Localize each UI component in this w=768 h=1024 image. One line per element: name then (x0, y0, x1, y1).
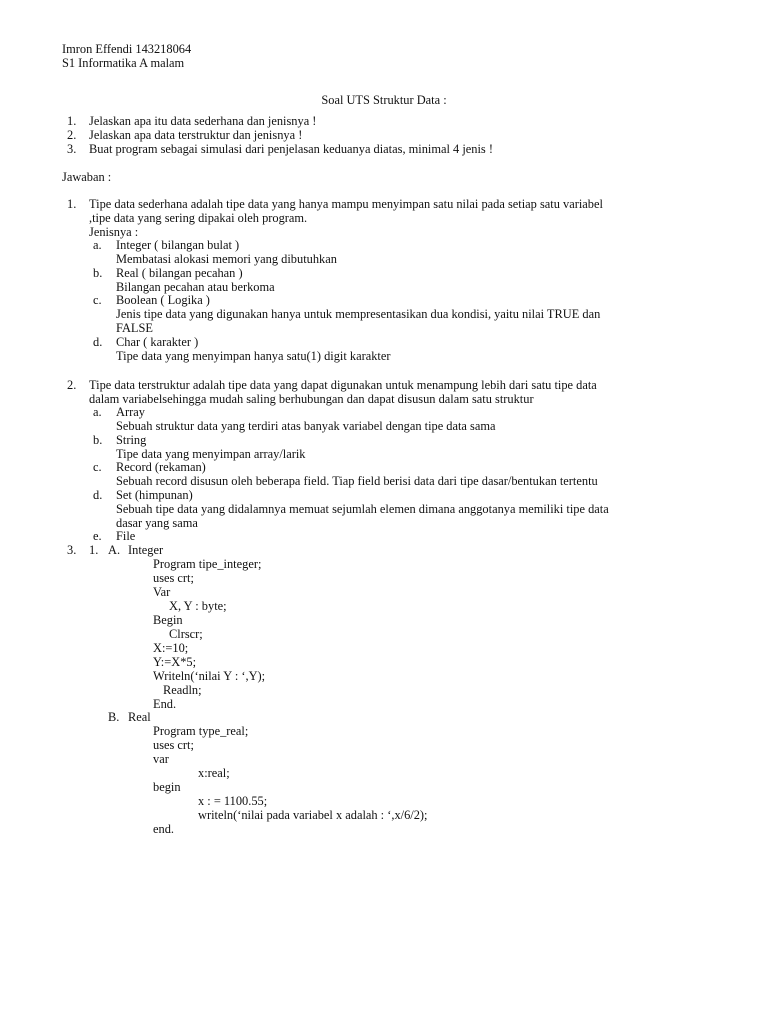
list-item-desc: Bilangan pecahan atau berkoma (116, 280, 275, 294)
code-line: Clrscr; (169, 627, 203, 641)
code-line: uses crt; (153, 571, 194, 585)
code-line: Readln; (163, 683, 202, 697)
code-line: var (153, 752, 169, 766)
list-item-name: Integer ( bilangan bulat ) (116, 238, 240, 252)
list-item-desc: Jenis tipe data yang digunakan hanya untuk mempresentasikan dua kondisi, yaitu nilai TRUE dan (116, 307, 601, 321)
answer-number: 3. (67, 543, 77, 557)
code-line: uses crt; (153, 738, 194, 752)
answer-text: Tipe data sederhana adalah tipe data yang hanya mampu menyimpan satu nilai pada setiap satu variabel (89, 197, 603, 211)
question-number: 3. (67, 142, 77, 156)
list-letter: d. (93, 335, 103, 349)
code-line: Writeln(‘nilai Y : ‘,Y); (153, 669, 266, 683)
question-text: Jelaskan apa itu data sederhana dan jenisnya ! (89, 114, 317, 128)
list-item-desc: Tipe data yang menyimpan array/larik (116, 447, 306, 461)
list-item-name: Array (116, 405, 145, 419)
section-label: A. (108, 543, 121, 557)
list-item-name: File (116, 529, 136, 543)
list-letter: e. (93, 529, 102, 543)
answer-number: 2. (67, 378, 77, 392)
list-letter: d. (93, 488, 103, 502)
question-text: Buat program sebagai simulasi dari penjelasan keduanya diatas, minimal 4 jenis ! (89, 142, 493, 156)
list-item-name: String (116, 433, 147, 447)
answer-number: 1. (67, 197, 77, 211)
code-line: end. (153, 822, 174, 836)
code-line: X, Y : byte; (169, 599, 227, 613)
list-letter: b. (93, 266, 103, 280)
code-line: X:=10; (153, 641, 189, 655)
list-item-desc: Sebuah record disusun oleh beberapa field. Tiap field berisi data dari tipe dasar/bentukan tertentu (116, 474, 598, 488)
answer-text: ,tipe data yang sering dipakai oleh program. (89, 211, 308, 225)
list-letter: c. (93, 293, 102, 307)
answers-label: Jawaban : (62, 170, 112, 184)
list-item-name: Set (himpunan) (116, 488, 193, 502)
list-letter: a. (93, 405, 102, 419)
code-line: x:real; (198, 766, 230, 780)
list-letter: c. (93, 460, 102, 474)
answer-text: Tipe data terstruktur adalah tipe data yang dapat digunakan untuk menampung lebih dari satu tipe data (89, 378, 597, 392)
code-line: Var (153, 585, 171, 599)
code-line: Begin (153, 613, 183, 627)
list-item-desc: Membatasi alokasi memori yang dibutuhkan (116, 252, 337, 266)
code-line: Program tipe_integer; (153, 557, 262, 571)
code-line: writeln(‘nilai pada variabel x adalah : ‘,x/6/2); (198, 808, 428, 822)
author-class: S1 Informatika A malam (62, 56, 185, 70)
answer-text: dalam variabelsehingga mudah saling berhubungan dan dapat disusun dalam satu struktur (89, 392, 534, 406)
list-item-desc: FALSE (116, 321, 153, 335)
section-name: Integer (128, 543, 164, 557)
code-line: begin (153, 780, 181, 794)
list-letter: b. (93, 433, 103, 447)
question-number: 1. (67, 114, 77, 128)
question-number: 2. (67, 128, 77, 142)
code-line: Y:=X*5; (153, 655, 197, 669)
list-item-name: Char ( karakter ) (116, 335, 199, 349)
jenis-label: Jenisnya : (89, 225, 139, 239)
list-item-name: Real ( bilangan pecahan ) (116, 266, 243, 280)
list-letter: a. (93, 238, 102, 252)
code-line: x : = 1100.55; (198, 794, 268, 808)
author-name: Imron Effendi 143218064 (62, 42, 192, 56)
section-name: Real (128, 710, 151, 724)
sub-number: 1. (89, 543, 99, 557)
page-title: Soal UTS Struktur Data : (321, 93, 447, 107)
code-line: Program type_real; (153, 724, 249, 738)
code-line: End. (153, 697, 177, 711)
list-item-desc: Tipe data yang menyimpan hanya satu(1) digit karakter (116, 349, 391, 363)
list-item-desc: Sebuah struktur data yang terdiri atas banyak variabel dengan tipe data sama (116, 419, 496, 433)
list-item-name: Boolean ( Logika ) (116, 293, 210, 307)
question-text: Jelaskan apa data terstruktur dan jenisnya ! (89, 128, 303, 142)
list-item-name: Record (rekaman) (116, 460, 206, 474)
section-label: B. (108, 710, 120, 724)
list-item-desc: dasar yang sama (116, 516, 198, 530)
list-item-desc: Sebuah tipe data yang didalamnya memuat sejumlah elemen dimana anggotanya memiliki tipe data (116, 502, 609, 516)
